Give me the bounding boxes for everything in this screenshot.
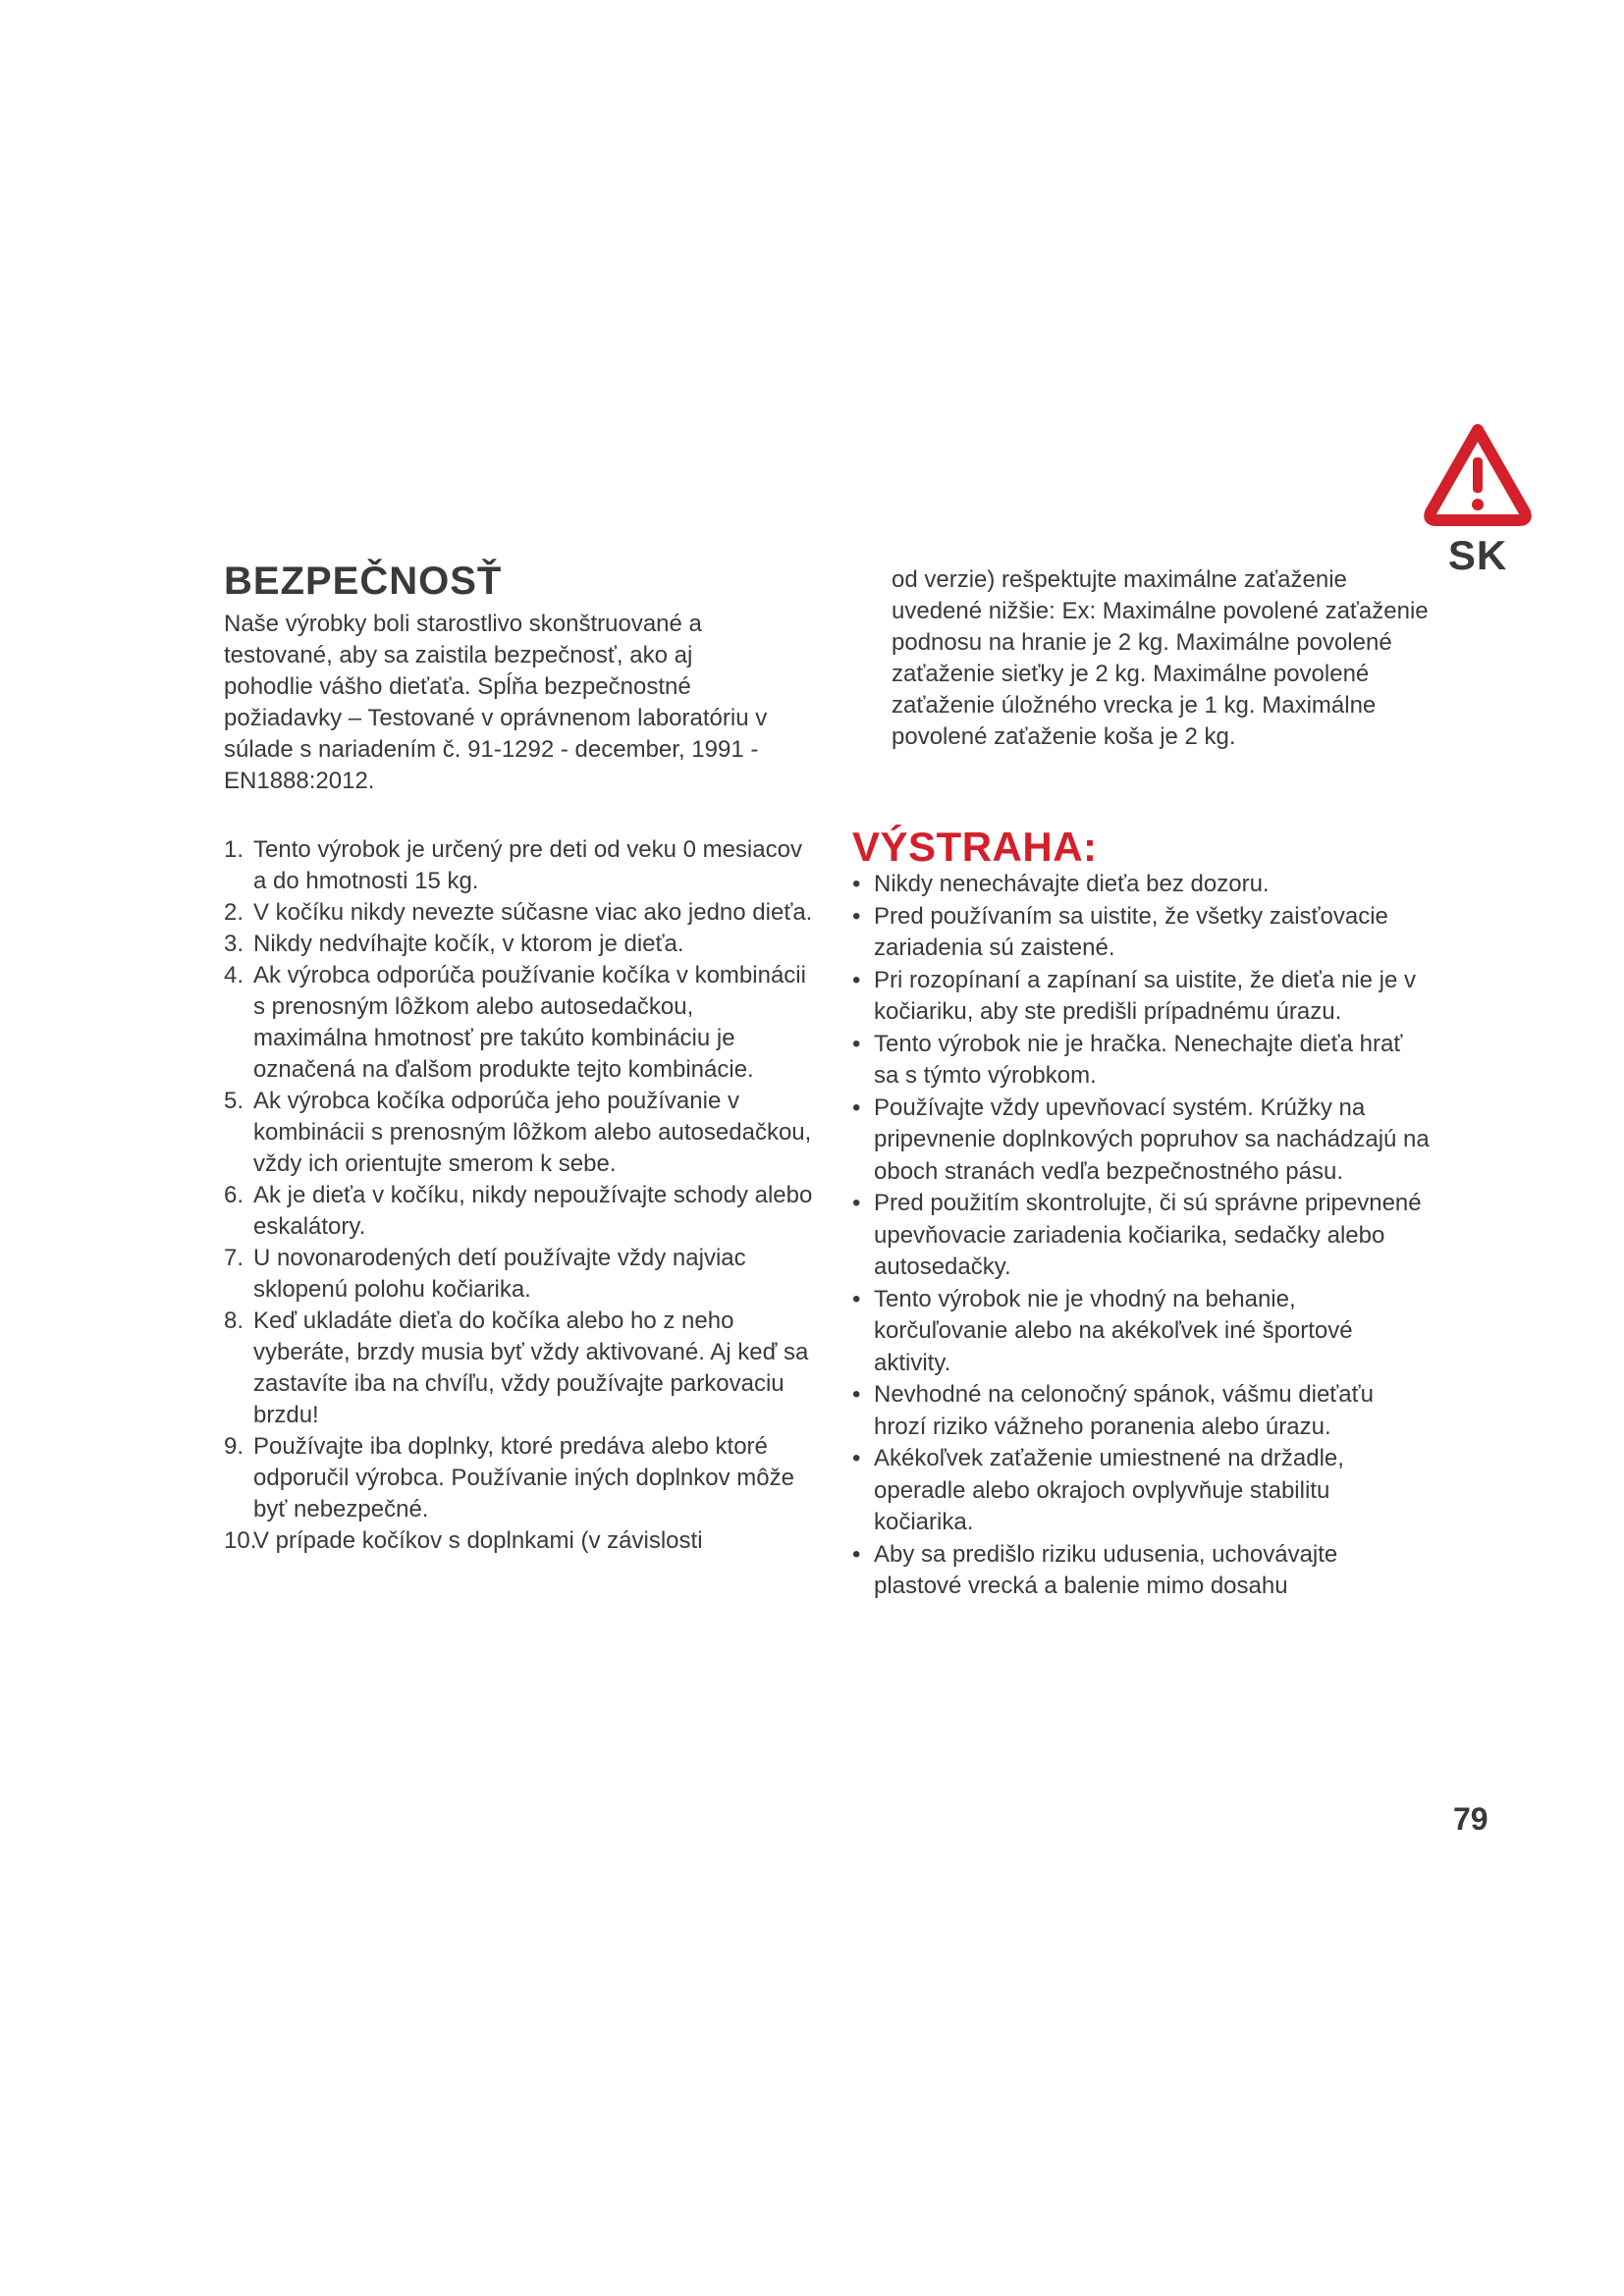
- list-item-text: V kočíku nikdy nevezte súčasne viac ako jedno dieťa.: [253, 899, 813, 926]
- bullet-item: • Používajte vždy upevňovací systém. Krúžky na pripevnenie doplnkových popruhov sa nachádzajú na oboch stranách vedľa bezpečnostného pásu.: [852, 1093, 1432, 1189]
- list-item: [224, 1525, 813, 1557]
- list-item-number: 10.: [224, 1527, 257, 1554]
- list-item: [224, 1086, 813, 1180]
- bullet-item: • Nevhodné na celonočný spánok, vášmu dieťaťu hrozí riziko vážneho poranenia alebo úrazu.: [852, 1379, 1432, 1443]
- bullet-item: • Tento výrobok nie je vhodný na behanie, korčuľovanie alebo na akékoľvek iné športové aktivity.: [852, 1284, 1432, 1380]
- language-marker: [1414, 422, 1542, 579]
- list-item-number: 1.: [224, 836, 244, 863]
- list-item-number: 7.: [224, 1245, 244, 1271]
- bullet-item: • Aby sa predišlo riziku udusenia, uchovávajte plastové vrecká a balenie mimo dosahu: [852, 1539, 1432, 1603]
- section-title-safety: BEZPEČNOSŤ: [224, 560, 503, 603]
- bullet-item: • Tento výrobok nie je hračka. Nenechajte dieťa hrať sa s týmto výrobkom.: [852, 1029, 1432, 1093]
- bullet-item: • Pred použitím skontrolujte, či sú správne pripevnené upevňovacie zariadenia kočiarika, sedačky alebo autosedačky.: [852, 1188, 1432, 1284]
- section-title-warning: VÝSTRAHA:: [852, 824, 1098, 870]
- warning-bullet-list: [852, 869, 1432, 1603]
- list-item-text: V prípade kočíkov s doplnkami (v závislosti: [253, 1527, 703, 1554]
- list-item: [224, 834, 813, 897]
- list-item: [224, 1431, 813, 1525]
- list-item-text: Ak je dieťa v kočíku, nikdy nepoužívajte schody alebo eskalátory.: [253, 1182, 813, 1240]
- list-item-text: Ak výrobca kočíka odporúča jeho používanie v kombinácii s prenosným lôžkom alebo autosedačkou, vždy ich orientujte smerom k sebe.: [253, 1088, 812, 1177]
- list-item-text: U novonarodených detí používajte vždy najviac sklopenú polohu kočiarika.: [253, 1245, 746, 1303]
- list-item-number: 6.: [224, 1182, 244, 1208]
- safety-numbered-list: [224, 834, 813, 1557]
- list-item: [224, 929, 813, 960]
- list-item: [224, 1306, 813, 1431]
- page-number: 79: [1453, 1801, 1489, 1837]
- list-item-number: 4.: [224, 962, 244, 988]
- warning-triangle-icon: [1423, 422, 1533, 530]
- list-item-text: Používajte iba doplnky, ktoré predáva alebo ktoré odporučil výrobca. Používanie iných doplnkov môže byť nebezpečné.: [253, 1433, 794, 1522]
- list-item-number: 5.: [224, 1088, 244, 1114]
- continuation-paragraph: od verzie) rešpektujte maximálne zaťaženie uvedené nižšie: Ex: Maximálne povolené zaťaženie podnosu na hranie je 2 kg. Maximálne povolené zaťaženie sieťky je 2 kg. Maximálne povolené zaťaženie úložného vrecka je 1 kg. Maximálne povolené zaťaženie koša je 2 kg.: [892, 566, 1429, 750]
- list-item-text: Keď ukladáte dieťa do kočíka alebo ho z neho vyberáte, brzdy musia byť vždy aktivované. Aj keď sa zastavíte iba na chvíľu, vždy používajte parkovaciu brzdu!: [253, 1308, 809, 1428]
- intro-paragraph: Naše výrobky boli starostlivo skonštruované a testované, aby sa zaistila bezpečnosť, ako aj pohodlie vášho dieťaťa. Spĺňa bezpečnostné požiadavky – Testované v oprávnenom laboratóriu v súlade s nariadením č. 91-1292 - december, 1991 - EN1888:2012.: [224, 611, 768, 794]
- bullet-item: • Pri rozopínaní a zapínaní sa uistite, že dieťa nie je v kočiariku, aby ste predišli prípadnému úrazu.: [852, 965, 1432, 1029]
- list-item: [224, 1180, 813, 1243]
- list-item-text: Tento výrobok je určený pre deti od veku 0 mesiacov a do hmotnosti 15 kg.: [253, 836, 802, 894]
- list-item-number: 8.: [224, 1308, 244, 1334]
- bullet-item: • Pred používaním sa uistite, že všetky zaisťovacie zariadenia sú zaistené.: [852, 901, 1432, 965]
- list-item: [224, 1243, 813, 1306]
- list-item-number: 9.: [224, 1433, 244, 1460]
- list-item: [224, 960, 813, 1086]
- list-item-number: 2.: [224, 899, 244, 926]
- list-item-text: Ak výrobca odporúča používanie kočíka v kombinácii s prenosným lôžkom alebo autosedačkou, maximálna hmotnosť pre takúto kombináciu je označená na ďalšom produkte tejto kombinácie.: [253, 962, 806, 1083]
- list-item: [224, 897, 813, 929]
- list-item-text: Nikdy nedvíhajte kočík, v ktorom je dieťa.: [253, 931, 684, 957]
- language-code: SK: [1447, 532, 1508, 578]
- bullet-item: • Akékoľvek zaťaženie umiestnené na držadle, operadle alebo okrajoch ovplyvňuje stabilitu kočiarika.: [852, 1443, 1432, 1539]
- bullet-item: • Nikdy nenechávajte dieťa bez dozoru.: [852, 869, 1432, 901]
- list-item-number: 3.: [224, 931, 244, 957]
